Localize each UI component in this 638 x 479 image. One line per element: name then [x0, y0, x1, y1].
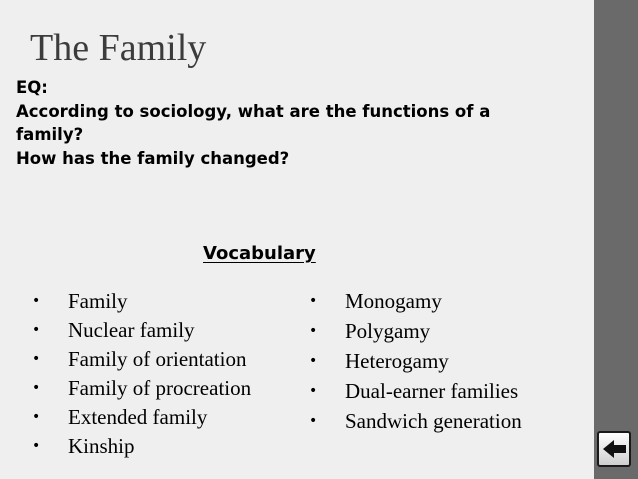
vocab-item — [309, 316, 522, 346]
vocab-item — [32, 287, 251, 316]
back-button[interactable] — [597, 431, 631, 467]
bullet-icon: • — [32, 438, 41, 454]
bullet-icon: • — [309, 353, 318, 369]
vocabulary-heading: Vocabulary — [203, 243, 316, 264]
slide-title: The Family — [30, 27, 207, 69]
bullet-icon: • — [309, 413, 318, 429]
bullet-icon: • — [309, 383, 318, 399]
vocab-term: Monogamy — [345, 289, 442, 313]
vocab-term: Sandwich generation — [345, 409, 522, 433]
bullet-icon: • — [32, 322, 41, 338]
bullet-icon: • — [32, 351, 41, 367]
bullet-icon: • — [32, 380, 41, 396]
bullet-icon: • — [32, 293, 41, 309]
eq-line: family? — [16, 125, 84, 144]
vocab-term: Polygamy — [345, 319, 431, 343]
vocab-term: Family — [68, 289, 128, 313]
vocab-item — [32, 316, 251, 345]
vocab-item — [309, 286, 522, 316]
vocab-term: Heterogamy — [345, 349, 449, 373]
vocab-term: Family of orientation — [68, 347, 247, 371]
eq-line: How has the family changed? — [16, 148, 290, 168]
vocab-term: Nuclear family — [68, 318, 195, 342]
eq-label: EQ: — [16, 78, 48, 97]
vocab-term: Extended family — [68, 405, 208, 429]
bullet-icon: • — [309, 323, 318, 339]
bullet-icon: • — [309, 293, 318, 309]
vocab-list-right — [309, 286, 522, 436]
vocab-item — [309, 346, 522, 376]
vocab-term: Dual-earner families — [345, 379, 519, 403]
vocab-term: Kinship — [68, 434, 135, 458]
vocab-item — [32, 345, 251, 374]
vocab-item — [309, 406, 522, 436]
vocab-item — [32, 374, 251, 403]
vocab-list-left — [32, 287, 251, 461]
vocab-item — [32, 432, 251, 461]
vocab-item — [309, 376, 522, 406]
vocab-term: Family of procreation — [68, 376, 252, 400]
eq-line: According to sociology, what are the functions of a — [16, 101, 491, 121]
arrow-left-icon — [602, 438, 628, 460]
side-bar — [594, 0, 638, 479]
vocab-item — [32, 403, 251, 432]
bullet-icon: • — [32, 409, 41, 425]
essential-question — [16, 76, 556, 170]
